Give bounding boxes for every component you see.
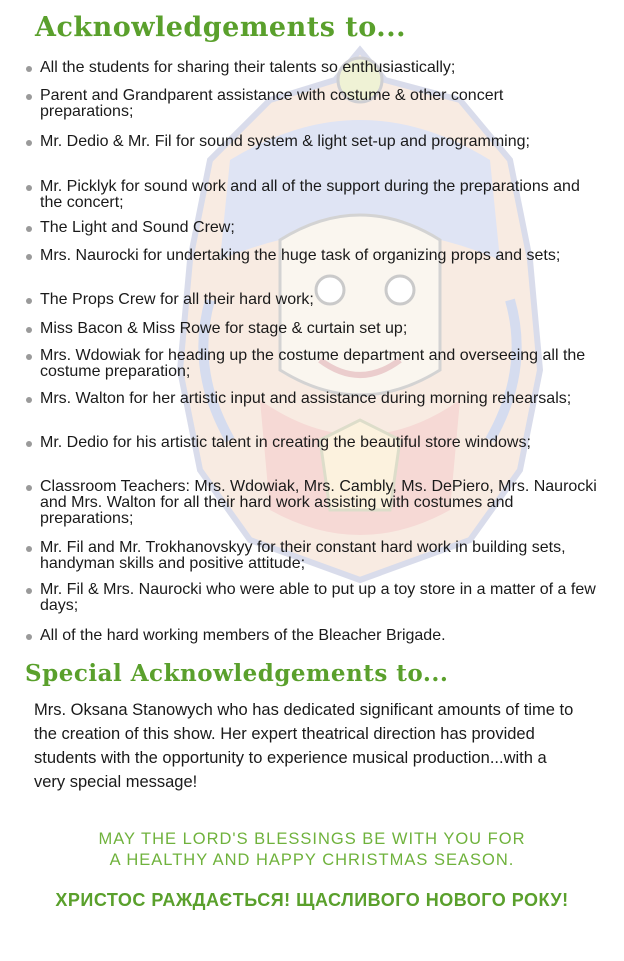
bullet-icon — [26, 397, 32, 403]
bullet-icon — [26, 140, 32, 146]
blessing-line-2: A HEALTHY AND HAPPY CHRISTMAS SEASON. — [109, 851, 515, 869]
bullet-icon — [26, 298, 32, 304]
bullet-icon — [26, 354, 32, 360]
bullet-icon — [26, 485, 32, 491]
bullet-icon — [26, 546, 32, 552]
bullet-icon — [26, 94, 32, 100]
bullet-icon — [26, 254, 32, 260]
special-acknowledgements-title: Special Acknowledgements to... — [25, 660, 449, 687]
special-acknowledgement-text: Mrs. Oksana Stanowych who has dedicated significant amounts of time to the creation of this show. Her expert theatrical direction has provided students with the opportunity to experience musical production...with a very special message! — [34, 701, 574, 791]
bullet-icon — [26, 588, 32, 594]
bullet-icon — [26, 185, 32, 191]
bullet-icon — [26, 327, 32, 333]
bullet-icon — [26, 634, 32, 640]
bullet-icon — [26, 226, 32, 232]
ukrainian-greeting: ХРИСТОС РАЖДАЄТЬСЯ! ЩАСЛИВОГО НОВОГО РОКУ! — [55, 890, 569, 910]
page-title: Acknowledgements to... — [35, 12, 407, 43]
bullet-icon — [26, 66, 32, 72]
bullet-icon — [26, 441, 32, 447]
blessing-line-1: MAY THE LORD'S BLESSINGS BE WITH YOU FOR — [98, 830, 526, 848]
